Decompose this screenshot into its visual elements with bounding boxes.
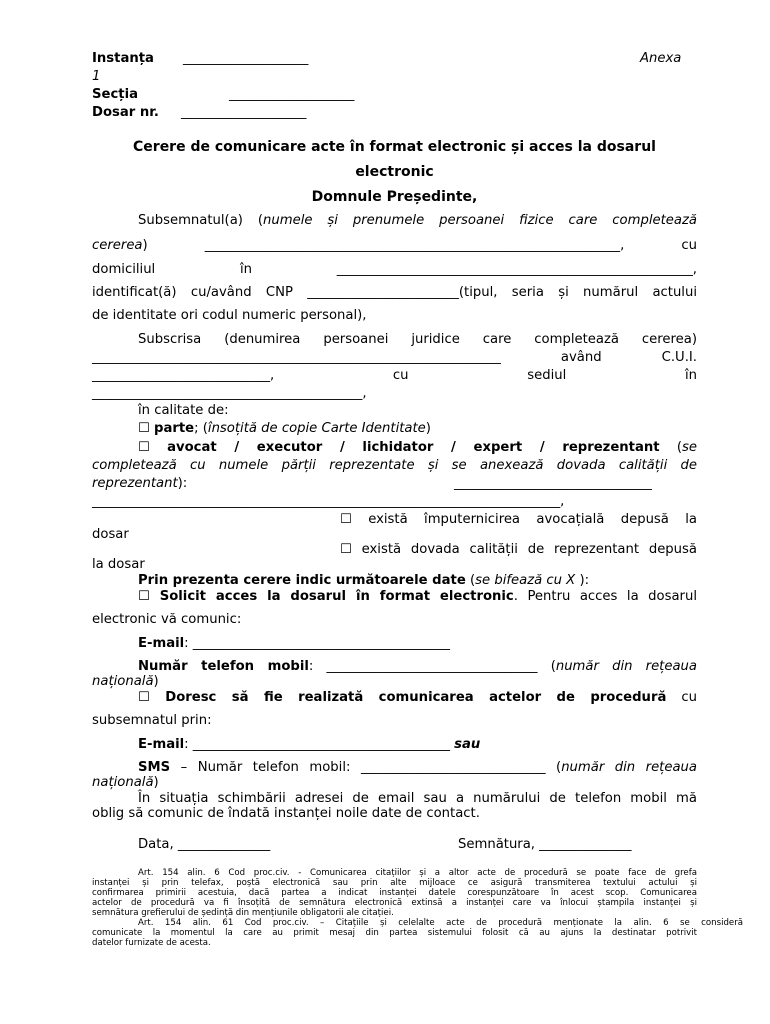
- footnote-line: Art. 154 alin. 61 Cod proc.civ. – Citațiile și celelalte acte de procedură menționate la alin. 6 se consideră: [138, 918, 743, 928]
- paragraph-line: națională): [92, 775, 159, 790]
- checkbox-line-acces[interactable]: ☐ Solicit acces la dosarul în format electronic. Pentru acces la dosarul: [138, 589, 697, 604]
- checkbox-line-parte: ☐ parte; (însoțită de copie Carte Identitate): [138, 421, 431, 436]
- paragraph-line: _________________________________________,: [92, 386, 367, 401]
- footnote-line: actelor de procedură va fi însoțită de semnătura electronică extinsă a instanței care va înlocui ștampila instanței și: [92, 898, 697, 908]
- paragraph-line: completează cu numele părții reprezentate și se anexează dovada calității de: [92, 458, 697, 473]
- instanta-label: Instanța: [92, 51, 154, 66]
- paragraph-line: identificat(ă) cu/având CNP _______________________(tipul, seria și numărul actului: [92, 285, 697, 300]
- document-title-cont: electronic: [355, 164, 434, 180]
- option-imputernicire[interactable]: ☐ există împuternicirea avocațială depusă la: [340, 512, 697, 527]
- paragraph-line: ___________________________, cu sediul în: [92, 368, 697, 383]
- footnote-line: datelor furnizate de acesta.: [92, 938, 211, 948]
- paragraph-line: subsemnatul prin:: [92, 713, 212, 728]
- paragraph-line: electronic vă comunic:: [92, 612, 242, 627]
- paragraph-line: _______________________________________________________________________,: [92, 494, 565, 509]
- checkbox-line-comunicare[interactable]: ☐ Doresc să fie realizată comunicarea actelor de procedură cu: [138, 690, 697, 705]
- signature-field[interactable]: Semnătura, ______________: [458, 837, 632, 852]
- sectia-label: Secția: [92, 87, 138, 102]
- footnote-line: semnătura grefierului de ședință din mențiunile obligatorii ale citației.: [92, 908, 394, 918]
- paragraph-line: Subscrisa (denumirea persoanei juridice care completează cererea): [138, 332, 697, 347]
- footnote-line: instanței și prin telefax, poștă electronică sau prin alte mijloace ce asigură transmiterea textului actului și: [92, 878, 697, 888]
- paragraph-line: oblig să comunic de îndată instanței noile date de contact.: [92, 806, 480, 821]
- paragraph-line: națională): [92, 674, 159, 689]
- sms-line: SMS – Număr telefon mobil: ____________________________ (număr din rețeaua: [138, 760, 697, 775]
- paragraph-line: cererea) _______________________________________________________________, cu: [92, 238, 697, 253]
- email-acces-line: E-mail: _______________________________________: [138, 636, 450, 651]
- dosar-blank: ___________________: [181, 105, 307, 120]
- paragraph-line: în calitate de:: [138, 403, 229, 418]
- paragraph-line: de identitate ori codul numeric personal),: [92, 308, 367, 323]
- checkbox-icon[interactable]: ☐: [138, 421, 150, 436]
- sectia-blank: ___________________: [229, 87, 355, 102]
- footnote-line: comunicate la momentul la care au primit mesaj din partea sistemului folosit că au ajuns la destinatar potrivit: [92, 928, 697, 938]
- paragraph-line: reprezentant): ______________________________: [92, 476, 652, 491]
- phone-acces-line: Număr telefon mobil: ________________________________ (număr din rețeaua: [138, 659, 697, 674]
- paragraph-line: domiciliul în ______________________________________________________,: [92, 262, 697, 277]
- checkbox-icon[interactable]: ☐: [138, 440, 150, 455]
- paragraph-line: Prin prezenta cerere indic următoarele date (se bifează cu X ):: [138, 573, 590, 588]
- paragraph-line: În situația schimbării adresei de email sau a numărului de telefon mobil mă: [138, 791, 697, 806]
- anexa-number: 1: [92, 69, 101, 84]
- date-field[interactable]: Data, ______________: [138, 837, 271, 852]
- footnote-line: Art. 154 alin. 6 Cod proc.civ. - Comunicarea citațiilor și a altor acte de procedură se poate face de grefa: [138, 868, 697, 878]
- email-comunicare-line: E-mail: _______________________________________ sau: [138, 737, 481, 752]
- paragraph-line: dosar: [92, 527, 129, 542]
- paragraph-line: ______________________________________________________________ având C.U.I.: [92, 350, 697, 365]
- instanta-blank: ___________________: [183, 51, 309, 66]
- footnote-line: confirmarea primirii acestuia, dacă partea a indicat instanței datele corespunzătoare în acest scop. Comunicarea: [92, 888, 697, 898]
- paragraph-line: Subsemnatul(a) (numele și prenumele persoanei fizice care completează: [138, 213, 697, 228]
- salutation: Domnule Președinte,: [311, 189, 478, 205]
- document-title: Cerere de comunicare acte în format electronic și acces la dosarul: [133, 139, 656, 155]
- dosar-label: Dosar nr.: [92, 105, 159, 120]
- option-dovada[interactable]: ☐ există dovada calității de reprezentant depusă: [340, 542, 697, 557]
- paragraph-line: la dosar: [92, 557, 145, 572]
- anexa-label: Anexa: [640, 51, 682, 66]
- checkbox-line-avocat: ☐ avocat / executor / lichidator / expert / reprezentant (se: [138, 440, 697, 455]
